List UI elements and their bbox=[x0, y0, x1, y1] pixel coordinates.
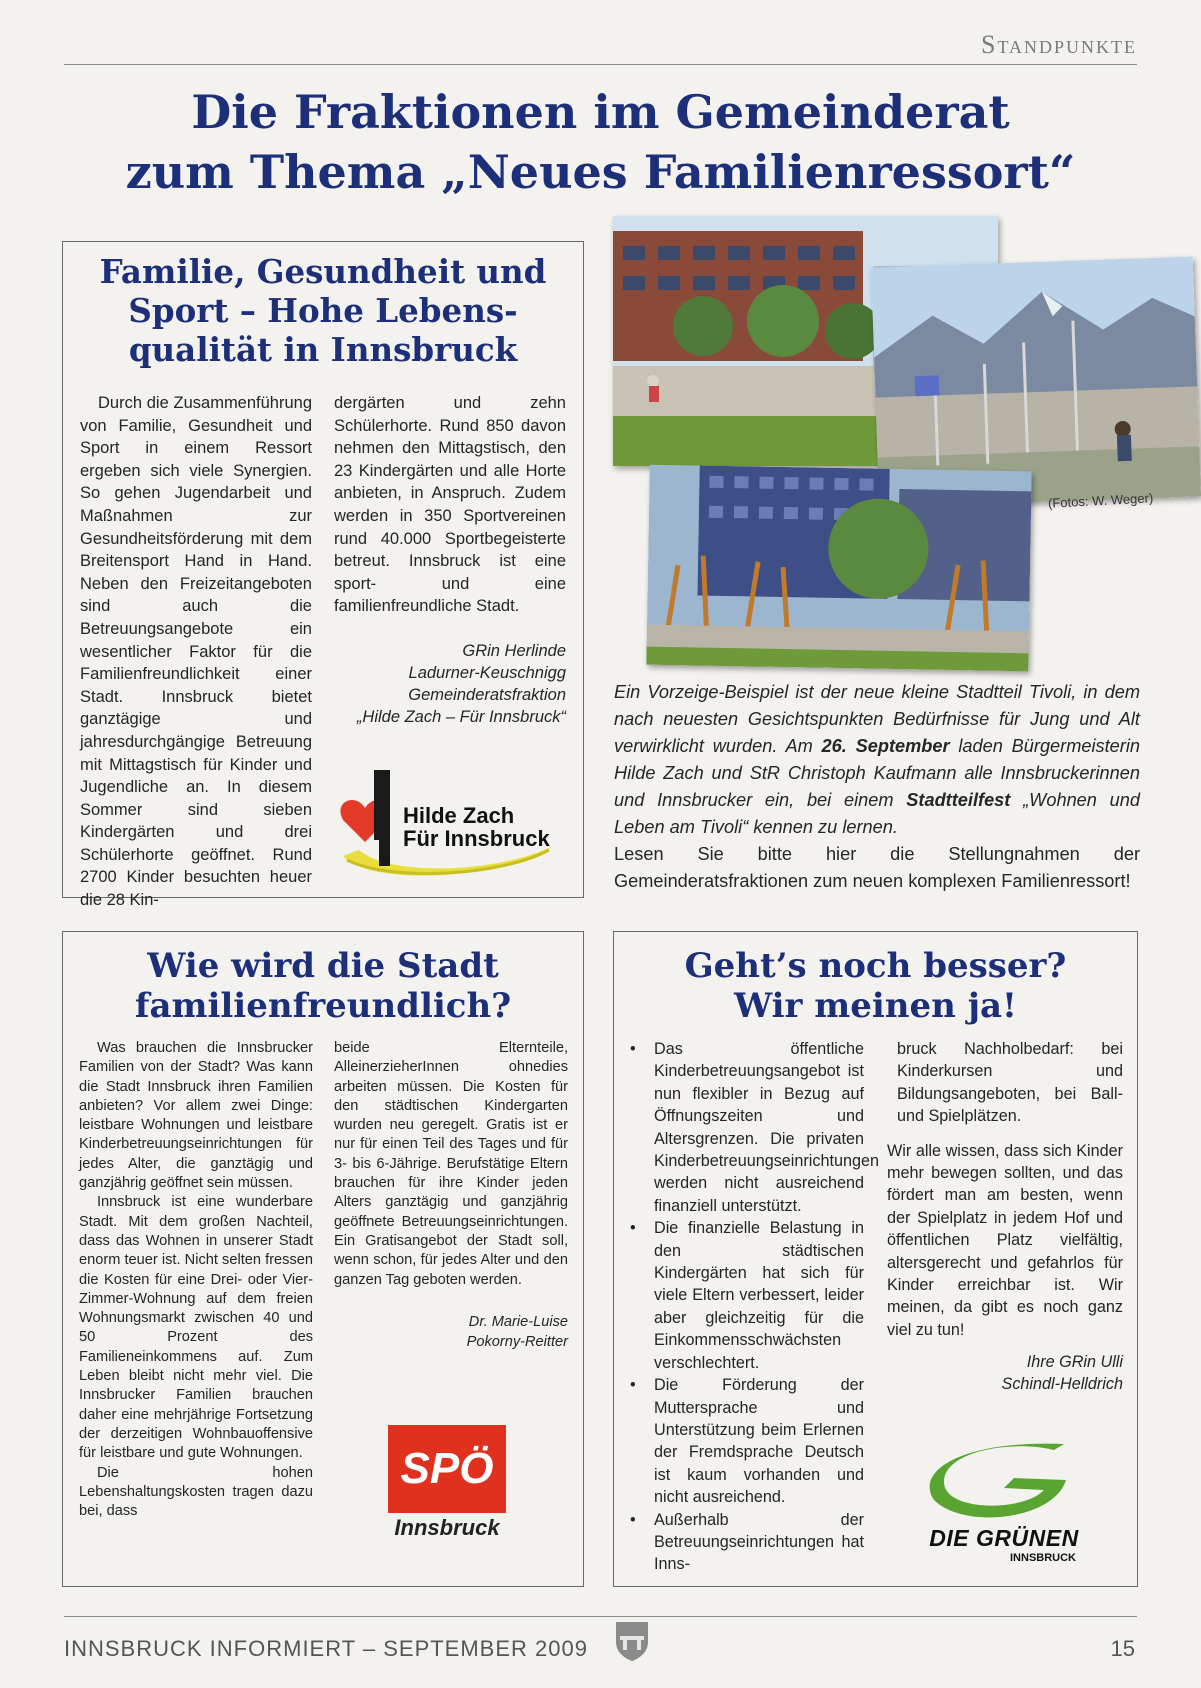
article-title: Geht’s noch besser? Wir meinen ja! bbox=[684, 946, 1067, 1026]
footer-publication: INNSBRUCK INFORMIERT – SEPTEMBER 2009 bbox=[64, 1636, 588, 1661]
list-item: • Außerhalb der Betreuungseinrichtungen hat Inns- bbox=[628, 1509, 864, 1576]
article-column-2: bruck Nachholbedarf: bei Kinderkursen und Bildungsangeboten, bei Ball- und Spielplätzen. Wir alle wissen, dass sich Kinder mehr bewegen sollten, und das fördert man am besten, wenn der Spielplatz in jedem Hof und öffentlichen Platz vielfältig, altersgerecht und gefahrlos für Kinder erreichbar ist. Wir meinen, da gibt es noch ganz viel zu tun! Ihre GRin Ulli Schindl-Helldrich bbox=[887, 1040, 1123, 1394]
section-label: Standpunkte bbox=[980, 30, 1137, 59]
article-box-familie-gesundheit-sport bbox=[62, 241, 584, 910]
list-item: • Die Förderung der Muttersprache und Unterstützung beim Erlernen der Fremdsprache Deutsch ist kaum vorhanden und nicht ausreichend. bbox=[628, 1374, 864, 1508]
bullet-list bbox=[628, 1038, 879, 1576]
page-headline bbox=[0, 82, 1201, 202]
hilde-zach-logo-text: Hilde Zach Für Innsbruck bbox=[403, 803, 550, 851]
article-column-1: Durch die Zusammenführung von Familie, Gesundheit und Sport in einem Ressort ergeben sich viele Synergien. So gehen Jugendarbeit und Maßnahmen zur Gesundheitsförderung mit dem Breitensport Hand in Hand. Neben den Freizeitangeboten sind auch die Betreuungsangebote ein wesentlicher Faktor für die Familienfreundlichkeit einer Stadt. Innsbruck bietet ganztägige und jahresdurchgängige Betreuung mit Mittagstisch für Kinder und Jugendliche an. In diesem Sommer sind sieben Kindergärten und drei Schülerhorte geöffnet. Rund 2700 Kinder besuchten heuer die 28 Kin- bbox=[80, 394, 312, 910]
article-column-1: Was brauchen die Innsbrucker Familien von der Stadt? Was kann die Stadt Innsbruck ihren Familien anbieten? Vor allem zwei Dinge: leistbare Wohnungen und leistbare Kinderbetreuungseinrichtungen für jedes Alter, die ganztägig und ganzjährig geöffnet sein müssen. Innsbruck ist eine wunderbare Stadt. Mit dem großen Nachteil, dass das Wohnen in unserer Stadt enorm teuer ist. Nicht selten fressen die Kosten für eine Drei- oder Vier-Zimmer-Wohnung auf dem freien Wohnungsmarkt zwischen 40 und 50 Prozent des Familieneinkommens auf. Zum Leben bleibt nicht mehr viel. Die Innsbrucker Familien brauchen daher eine mehrjährige Fortsetzung der derzeitigen Wohnbauoffensive für leistbare und gute Wohnungen. Die hohen Lebenshaltungskosten tragen dazu bei, dass bbox=[79, 1040, 313, 1520]
article-column-1 bbox=[628, 1038, 879, 1576]
city-crest-icon bbox=[614, 1620, 650, 1662]
author-signature: Dr. Marie-Luise Pokorny-Reitter bbox=[466, 1313, 568, 1350]
spoe-logo-text: SPÖ bbox=[400, 1444, 494, 1493]
spoe-logo-box bbox=[388, 1425, 506, 1513]
caption-closing: Lesen Sie bitte hier die Stellungnahmen der Gemeinderatsfraktionen zum neuen komplexen Familienressort! bbox=[614, 844, 1140, 891]
gruene-logo-graphic bbox=[904, 1440, 1104, 1520]
article-title: Wie wird die Stadt familienfreundlich? bbox=[134, 946, 512, 1026]
article-box-spoe bbox=[62, 931, 584, 1587]
gruene-logo-text: DIE GRÜNEN bbox=[929, 1525, 1079, 1551]
event-date: 26. September bbox=[821, 736, 950, 756]
spoe-logo bbox=[388, 1425, 512, 1545]
article-column-2: dergärten und zehn Schülerhorte. Rund 850 davon nehmen den Mittagstisch, den 23 Kindergärten und alle Horte anbieten, in Anspruch. Zudem werden in 350 Sportvereinen rund 40.000 Sportbegeisterte betreut. Innsbruck ist eine sport- und eine familienfreundliche Stadt. GRin Herlinde Ladurner-Keuschnigg Gemeinderatsfraktion „Hilde Zach – Für Innsbruck“ bbox=[334, 394, 566, 726]
photo-tivoli-square bbox=[646, 465, 1031, 672]
page-number: 15 bbox=[1110, 1636, 1135, 1661]
author-signature: Ihre GRin Ulli Schindl-Helldrich bbox=[1001, 1353, 1123, 1394]
photo-caption: Ein Vorzeige-Beispiel ist der neue kleine Stadtteil Tivoli, in dem nach neuesten Gesichtspunkten Bedürfnisse für Jung und Alt verwirklicht wurden. Am 26. September laden Bürgermeisterin Hilde Zach und StR Christoph Kaufmann alle Innsbruckerinnen und Innsbrucker ein, bei einem Stadtteilfest „Wohnen und Leben am Tivoli“ kennen zu lernen. Lesen Sie bitte hier die Stellungnahmen der Gemeinderatsfraktionen zum neuen komplexen Familienressort! bbox=[614, 679, 1140, 895]
list-item: • Das öffentliche Kinderbetreuungsangebot ist nun flexibler in Bezug auf Öffnungszeiten und Altersgrenzen. Die privaten Kinderbetreuungseinrichtungen werden nicht ausreichend finanziell unterstützt. bbox=[628, 1038, 864, 1217]
photo-credit: (Fotos: W. Weger) bbox=[1047, 490, 1154, 511]
article-column-2: beide Elternteile, AlleinerzieherInnen ohnedies arbeiten müssen. Die Kosten für den städtischen Kindergarten wurden neu geregelt. Gratis ist er nur für einen Teil des Tages und für 3- bis 6-Jährige. Berufstätige Eltern brauchen für ihre Kinder jeden Alters ganztägig und ganzjährig geöffnete Betreuungseinrichtungen. Ein Gratisangebot der Stadt soll, wenn schon, für jedes Alter und den ganzen Tag geboten werden. Dr. Marie-Luise Pokorny-Reitter bbox=[334, 1040, 568, 1350]
event-name: Stadtteilfest bbox=[906, 790, 1011, 810]
hilde-zach-logo bbox=[331, 768, 561, 888]
author-signature: GRin Herlinde Ladurner-Keuschnigg Gemeinderatsfraktion „Hilde Zach – Für Innsbruck“ bbox=[356, 641, 566, 726]
spoe-logo-sub: Innsbruck bbox=[394, 1515, 500, 1540]
article-box-gruene bbox=[613, 931, 1138, 1587]
headline-line-2: zum Thema „Neues Familienressort“ bbox=[125, 145, 1076, 199]
article-title: Familie, Gesundheit und Sport – Hohe Lebens- qualität in Innsbruck bbox=[99, 252, 547, 369]
list-item: • Die finanzielle Belastung in den städtischen Kindergärten hat sich für viele Eltern verbessert, leider aber gleichzeitig für die Einkommensschwächsten verschlechtert. bbox=[628, 1217, 864, 1374]
gruene-logo-sub: INNSBRUCK bbox=[1010, 1552, 1076, 1564]
top-divider bbox=[64, 64, 1137, 65]
gruene-logo bbox=[904, 1440, 1104, 1565]
footer-divider bbox=[64, 1616, 1137, 1617]
headline-line-1: Die Fraktionen im Gemeinderat bbox=[191, 85, 1010, 139]
